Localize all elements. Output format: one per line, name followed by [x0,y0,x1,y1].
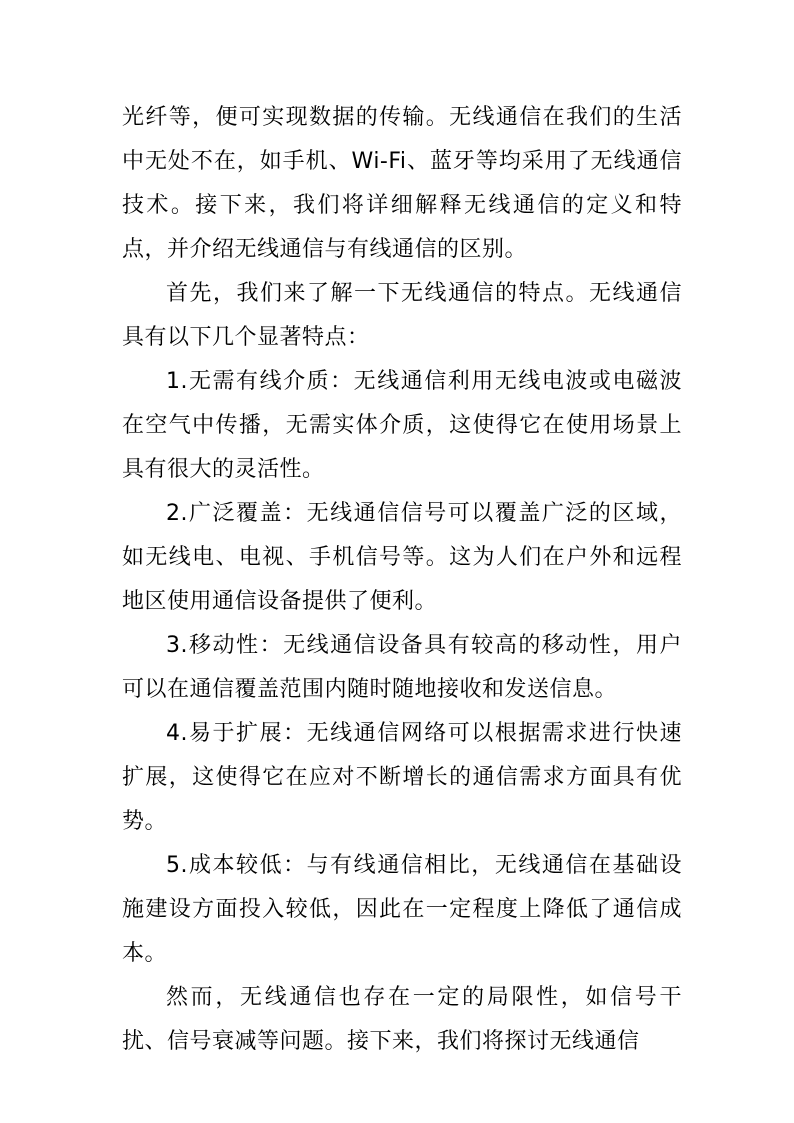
paragraph-limitations: 然而，无线通信也存在一定的局限性，如信号干扰、信号衰减等问题。接下来，我们将探讨无线通信 [122,985,682,1054]
paragraph-intro-continued: 光纤等，便可实现数据的传输。无线通信在我们的生活中无处不在，如手机、Wi-Fi、蓝牙等均采用了无线通信技术。接下来，我们将详细解释无线通信的定义和特点，并介绍无线通信与有线通信的区别。 [122,105,682,262]
document-body [122,96,682,1064]
list-item-feature-5: 5.成本较低：与有线通信相比，无线通信在基础设施建设方面投入较低，因此在一定程度上降低了通信成本。 [122,853,682,966]
list-item-feature-3: 3.移动性：无线通信设备具有较高的移动性，用户可以在通信覆盖范围内随时随地接收和发送信息。 [122,633,682,702]
paragraph-features-intro: 首先，我们来了解一下无线通信的特点。无线通信具有以下几个显著特点： [122,281,682,350]
list-item-feature-1: 1.无需有线介质：无线通信利用无线电波或电磁波在空气中传播，无需实体介质，这使得它在使用场景上具有很大的灵活性。 [122,369,682,482]
list-item-feature-2: 2.广泛覆盖：无线通信信号可以覆盖广泛的区域，如无线电、电视、手机信号等。这为人们在户外和远程地区使用通信设备提供了便利。 [122,501,682,614]
list-item-feature-4: 4.易于扩展：无线通信网络可以根据需求进行快速扩展，这使得它在应对不断增长的通信需求方面具有优势。 [122,721,682,834]
